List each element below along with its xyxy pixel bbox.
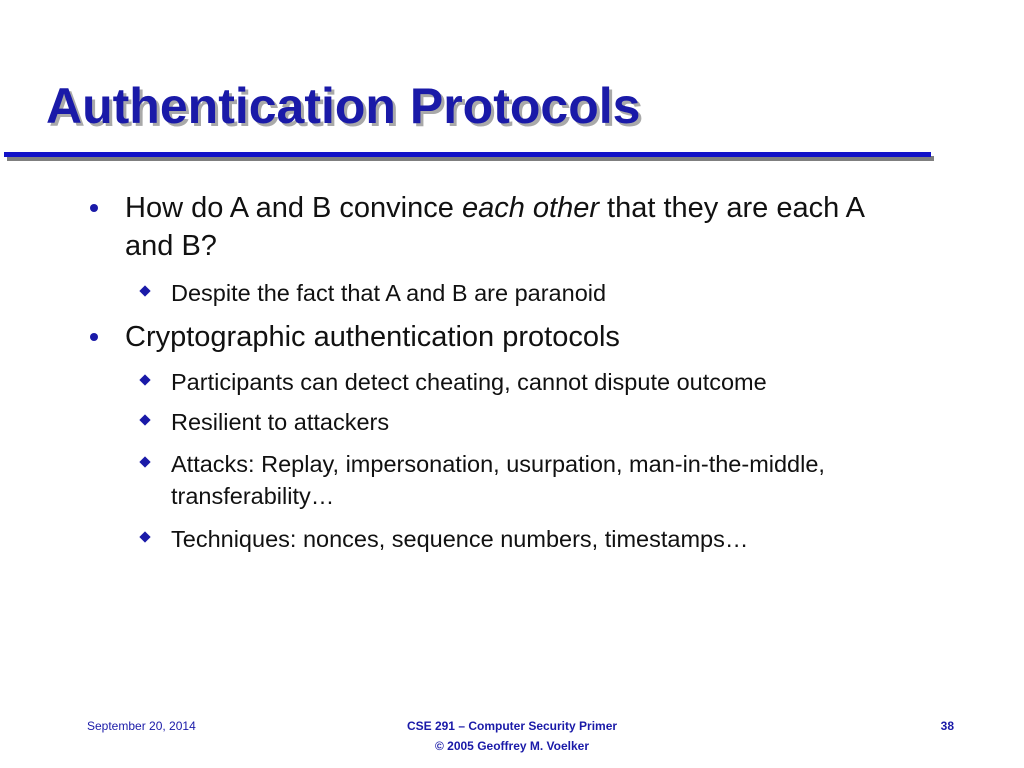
sub-bullet-attacks	[171, 448, 876, 512]
footer-date: September 20, 2014	[87, 719, 196, 733]
diamond-bullet-icon	[139, 285, 150, 296]
bullet-text-after: that they are each A and B?	[125, 192, 864, 262]
footer-course: CSE 291 – Computer Security Primer	[406, 719, 618, 733]
diamond-bullet-icon	[139, 414, 150, 425]
round-bullet-icon	[90, 333, 98, 341]
bullet-text: Cryptographic authentication protocols	[125, 321, 620, 353]
bullet-text-before: How do A and B convince	[125, 192, 462, 224]
bullet-item-crypto-protocols	[125, 318, 915, 356]
bullet-text-emphasis: each other	[461, 192, 599, 224]
sub-bullet-text: Despite the fact that A and B are paranoid	[171, 280, 607, 306]
diamond-bullet-icon	[139, 456, 150, 467]
sub-bullet-text: Attacks: Replay, impersonation, usurpation, man-in-the-middle, transferability…	[171, 451, 825, 509]
footer-copyright: © 2005 Geoffrey M. Voelker	[434, 739, 590, 753]
footer-page-number: 38	[940, 719, 954, 733]
sub-bullet-participants	[171, 366, 911, 398]
sub-bullet-resilient	[171, 406, 911, 438]
slide-title: Authentication Protocols	[46, 78, 641, 134]
sub-bullet-text: Participants can detect cheating, cannot dispute outcome	[171, 369, 767, 395]
diamond-bullet-icon	[139, 374, 150, 385]
bullet-item-convince	[125, 189, 915, 265]
round-bullet-icon	[90, 204, 98, 212]
sub-bullet-techniques	[171, 523, 911, 555]
diamond-bullet-icon	[139, 531, 150, 542]
title-rule	[4, 152, 931, 157]
sub-bullet-text: Resilient to attackers	[171, 409, 390, 435]
sub-bullet-paranoid	[171, 277, 911, 309]
sub-bullet-text: Techniques: nonces, sequence numbers, timestamps…	[171, 526, 749, 552]
